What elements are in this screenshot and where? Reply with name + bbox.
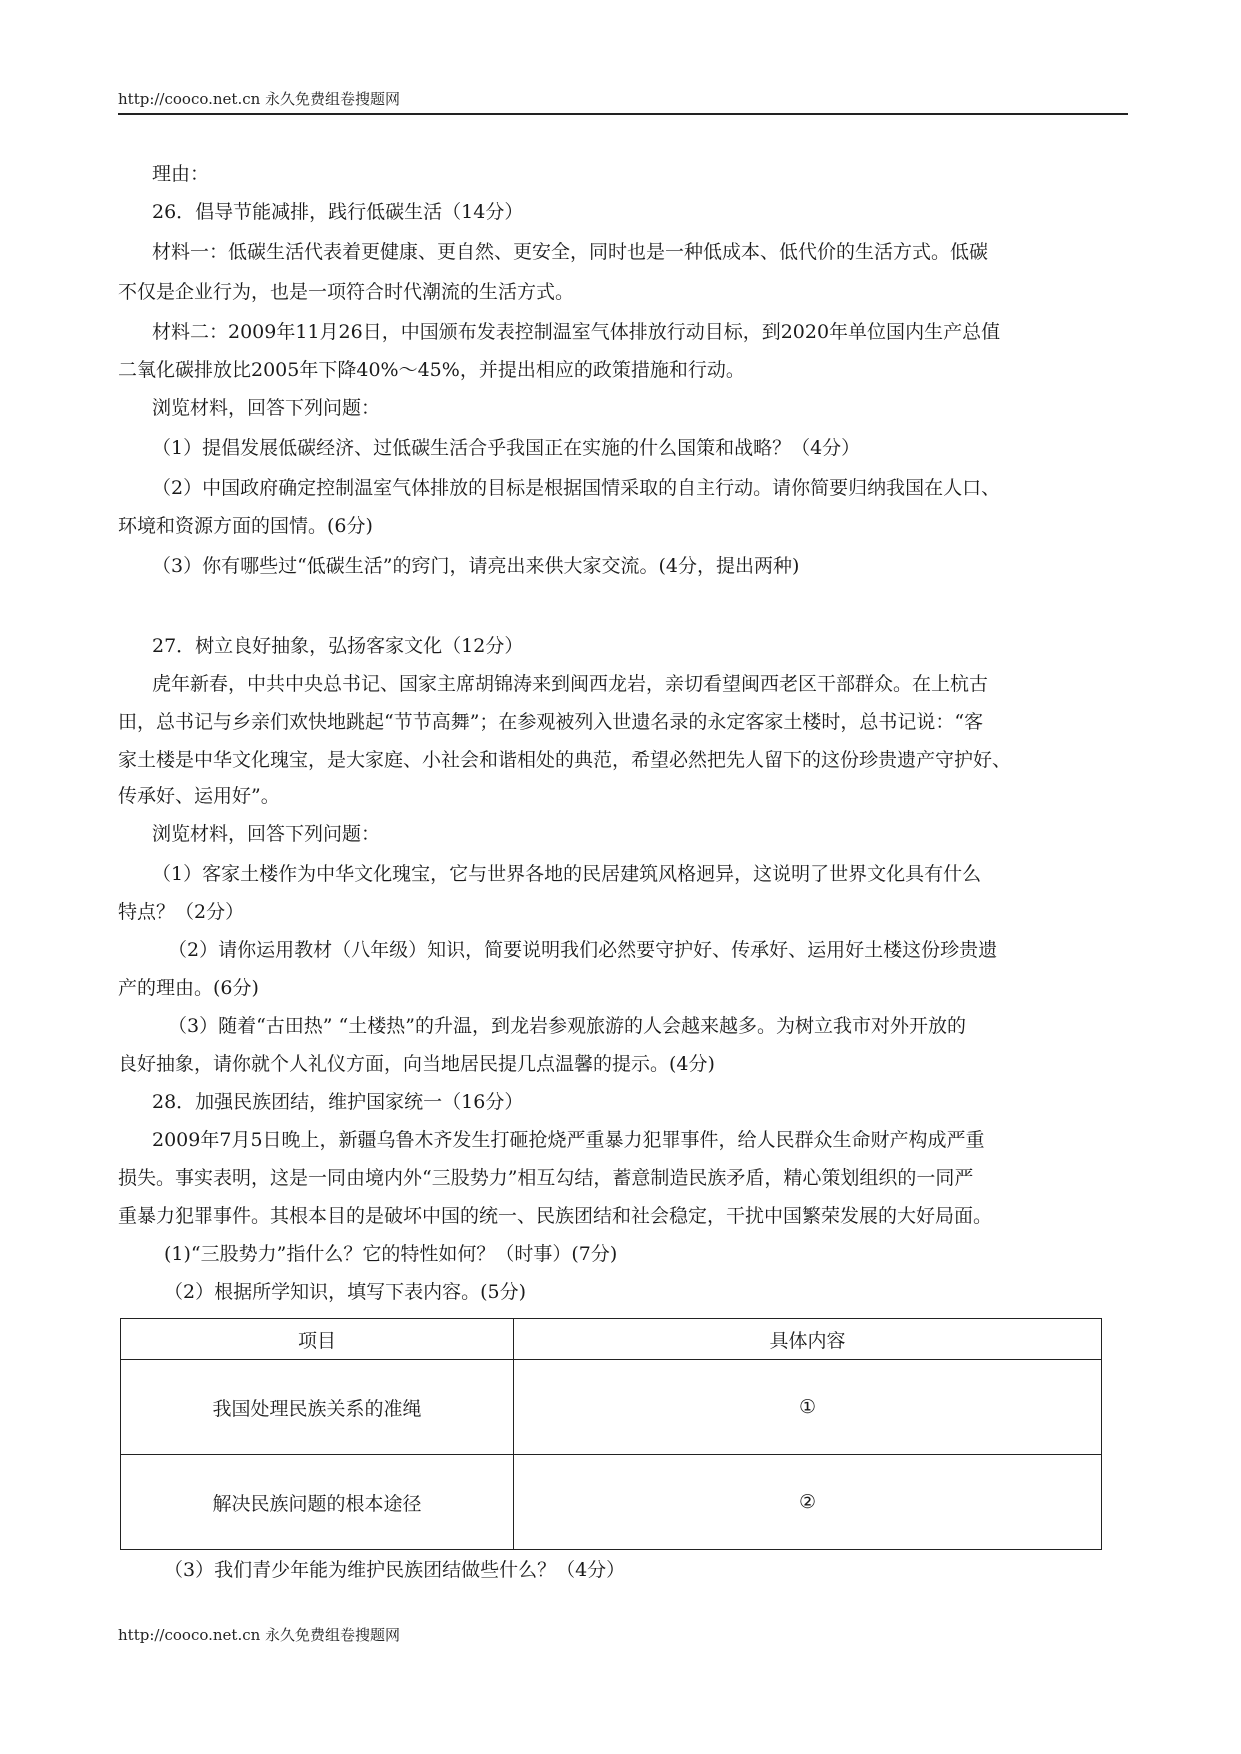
question-27-title: 27．树立良好抽象，弘扬客家文化（12分） [152,635,524,657]
table-cell: ② [514,1455,1102,1550]
table-row [121,1455,1102,1550]
table-cell: ① [514,1360,1102,1455]
table-cell: 解决民族问题的根本途径 [121,1455,514,1550]
text-line: （1）客家土楼作为中华文化瑰宝，它与世界各地的民居建筑风格迥异，这说明了世界文化具有什么 [152,863,982,885]
text-line: 不仅是企业行为，也是一项符合时代潮流的生活方式。 [118,281,575,303]
page-footer: http://cooco.net.cn 永久免费组卷搜题网 [118,1626,401,1644]
text-line: 田，总书记与乡亲们欢快地跳起“节节高舞”；在参观被列入世遗名录的永定客家土楼时，总书记说：“客 [118,711,984,733]
text-line: 良好抽象，请你就个人礼仪方面，向当地居民提几点温馨的提示。(4分) [118,1053,715,1075]
text-line: 材料二：2009年11月26日，中国颁布发表控制温室气体排放行动目标，到2020年单位国内生产总值 [152,321,1001,343]
text-line: （3）我们青少年能为维护民族团结做些什么？（4分） [164,1559,626,1581]
text-line: 环境和资源方面的国情。(6分) [118,515,373,537]
text-line: 材料一：低碳生活代表着更健康、更自然、更安全，同时也是一种低成本、低代价的生活方式。低碳 [152,241,989,263]
text-line: （3）你有哪些过“低碳生活”的窍门，请亮出来供大家交流。(4分，提出两种) [152,555,800,577]
page-header: http://cooco.net.cn 永久免费组卷搜题网 [118,90,401,108]
question-26-title: 26．倡导节能减排，践行低碳生活（14分） [152,201,524,223]
text-line: 理由： [152,163,210,185]
text-line: 2009年7月5日晚上，新疆乌鲁木齐发生打砸抢烧严重暴力犯罪事件，给人民群众生命财产构成严重 [152,1129,985,1151]
text-line: （1）提倡发展低碳经济、过低碳生活合乎我国正在实施的什么国策和战略？（4分） [152,437,861,459]
text-line: （2）根据所学知识，填写下表内容。(5分) [164,1281,527,1303]
table-header-cell: 项目 [121,1319,514,1360]
question-28-title: 28．加强民族团结，维护国家统一（16分） [152,1091,524,1113]
text-line: 浏览材料，回答下列问题： [152,823,381,845]
text-line: 特点？（2分） [118,901,245,923]
text-line: 传承好、运用好”。 [118,785,280,807]
text-line: 虎年新春，中共中央总书记、国家主席胡锦涛来到闽西龙岩，亲切看望闽西老区干部群众。在上杭古 [152,673,989,695]
table-row [121,1360,1102,1455]
text-line: 重暴力犯罪事件。其根本目的是破坏中国的统一、民族团结和社会稳定，干扰中国繁荣发展的大好局面。 [118,1205,993,1227]
text-line: 家土楼是中华文化瑰宝，是大家庭、小社会和谐相处的典范，希望必然把先人留下的这份珍贵遗产守护好、 [118,749,1012,771]
table-header-cell: 具体内容 [514,1319,1102,1360]
text-line: （3）随着“古田热” “土楼热”的升温，到龙岩参观旅游的人会越来越多。为树立我市对外开放的 [168,1015,966,1037]
text-line: 产的理由。(6分) [118,977,259,999]
text-line: 二氧化碳排放比2005年下降40%～45%，并提出相应的政策措施和行动。 [118,359,745,381]
text-line: (1)“三股势力”指什么？它的特性如何？（时事）(7分) [164,1243,618,1265]
text-line: 损失。事实表明，这是一同由境内外“三股势力”相互勾结，蓄意制造民族矛盾，精心策划组织的一同严 [118,1167,974,1189]
text-line: （2）请你运用教材（八年级）知识，简要说明我们必然要守护好、传承好、运用好土楼这份珍贵遗 [168,939,998,961]
fill-in-table [120,1318,1102,1550]
text-line: 浏览材料，回答下列问题： [152,397,381,419]
text-line: （2）中国政府确定控制温室气体排放的目标是根据国情采取的自主行动。请你简要归纳我国在人口、 [152,477,1001,499]
header-divider [118,113,1128,115]
table-header-row [121,1319,1102,1360]
table-cell: 我国处理民族关系的准绳 [121,1360,514,1455]
